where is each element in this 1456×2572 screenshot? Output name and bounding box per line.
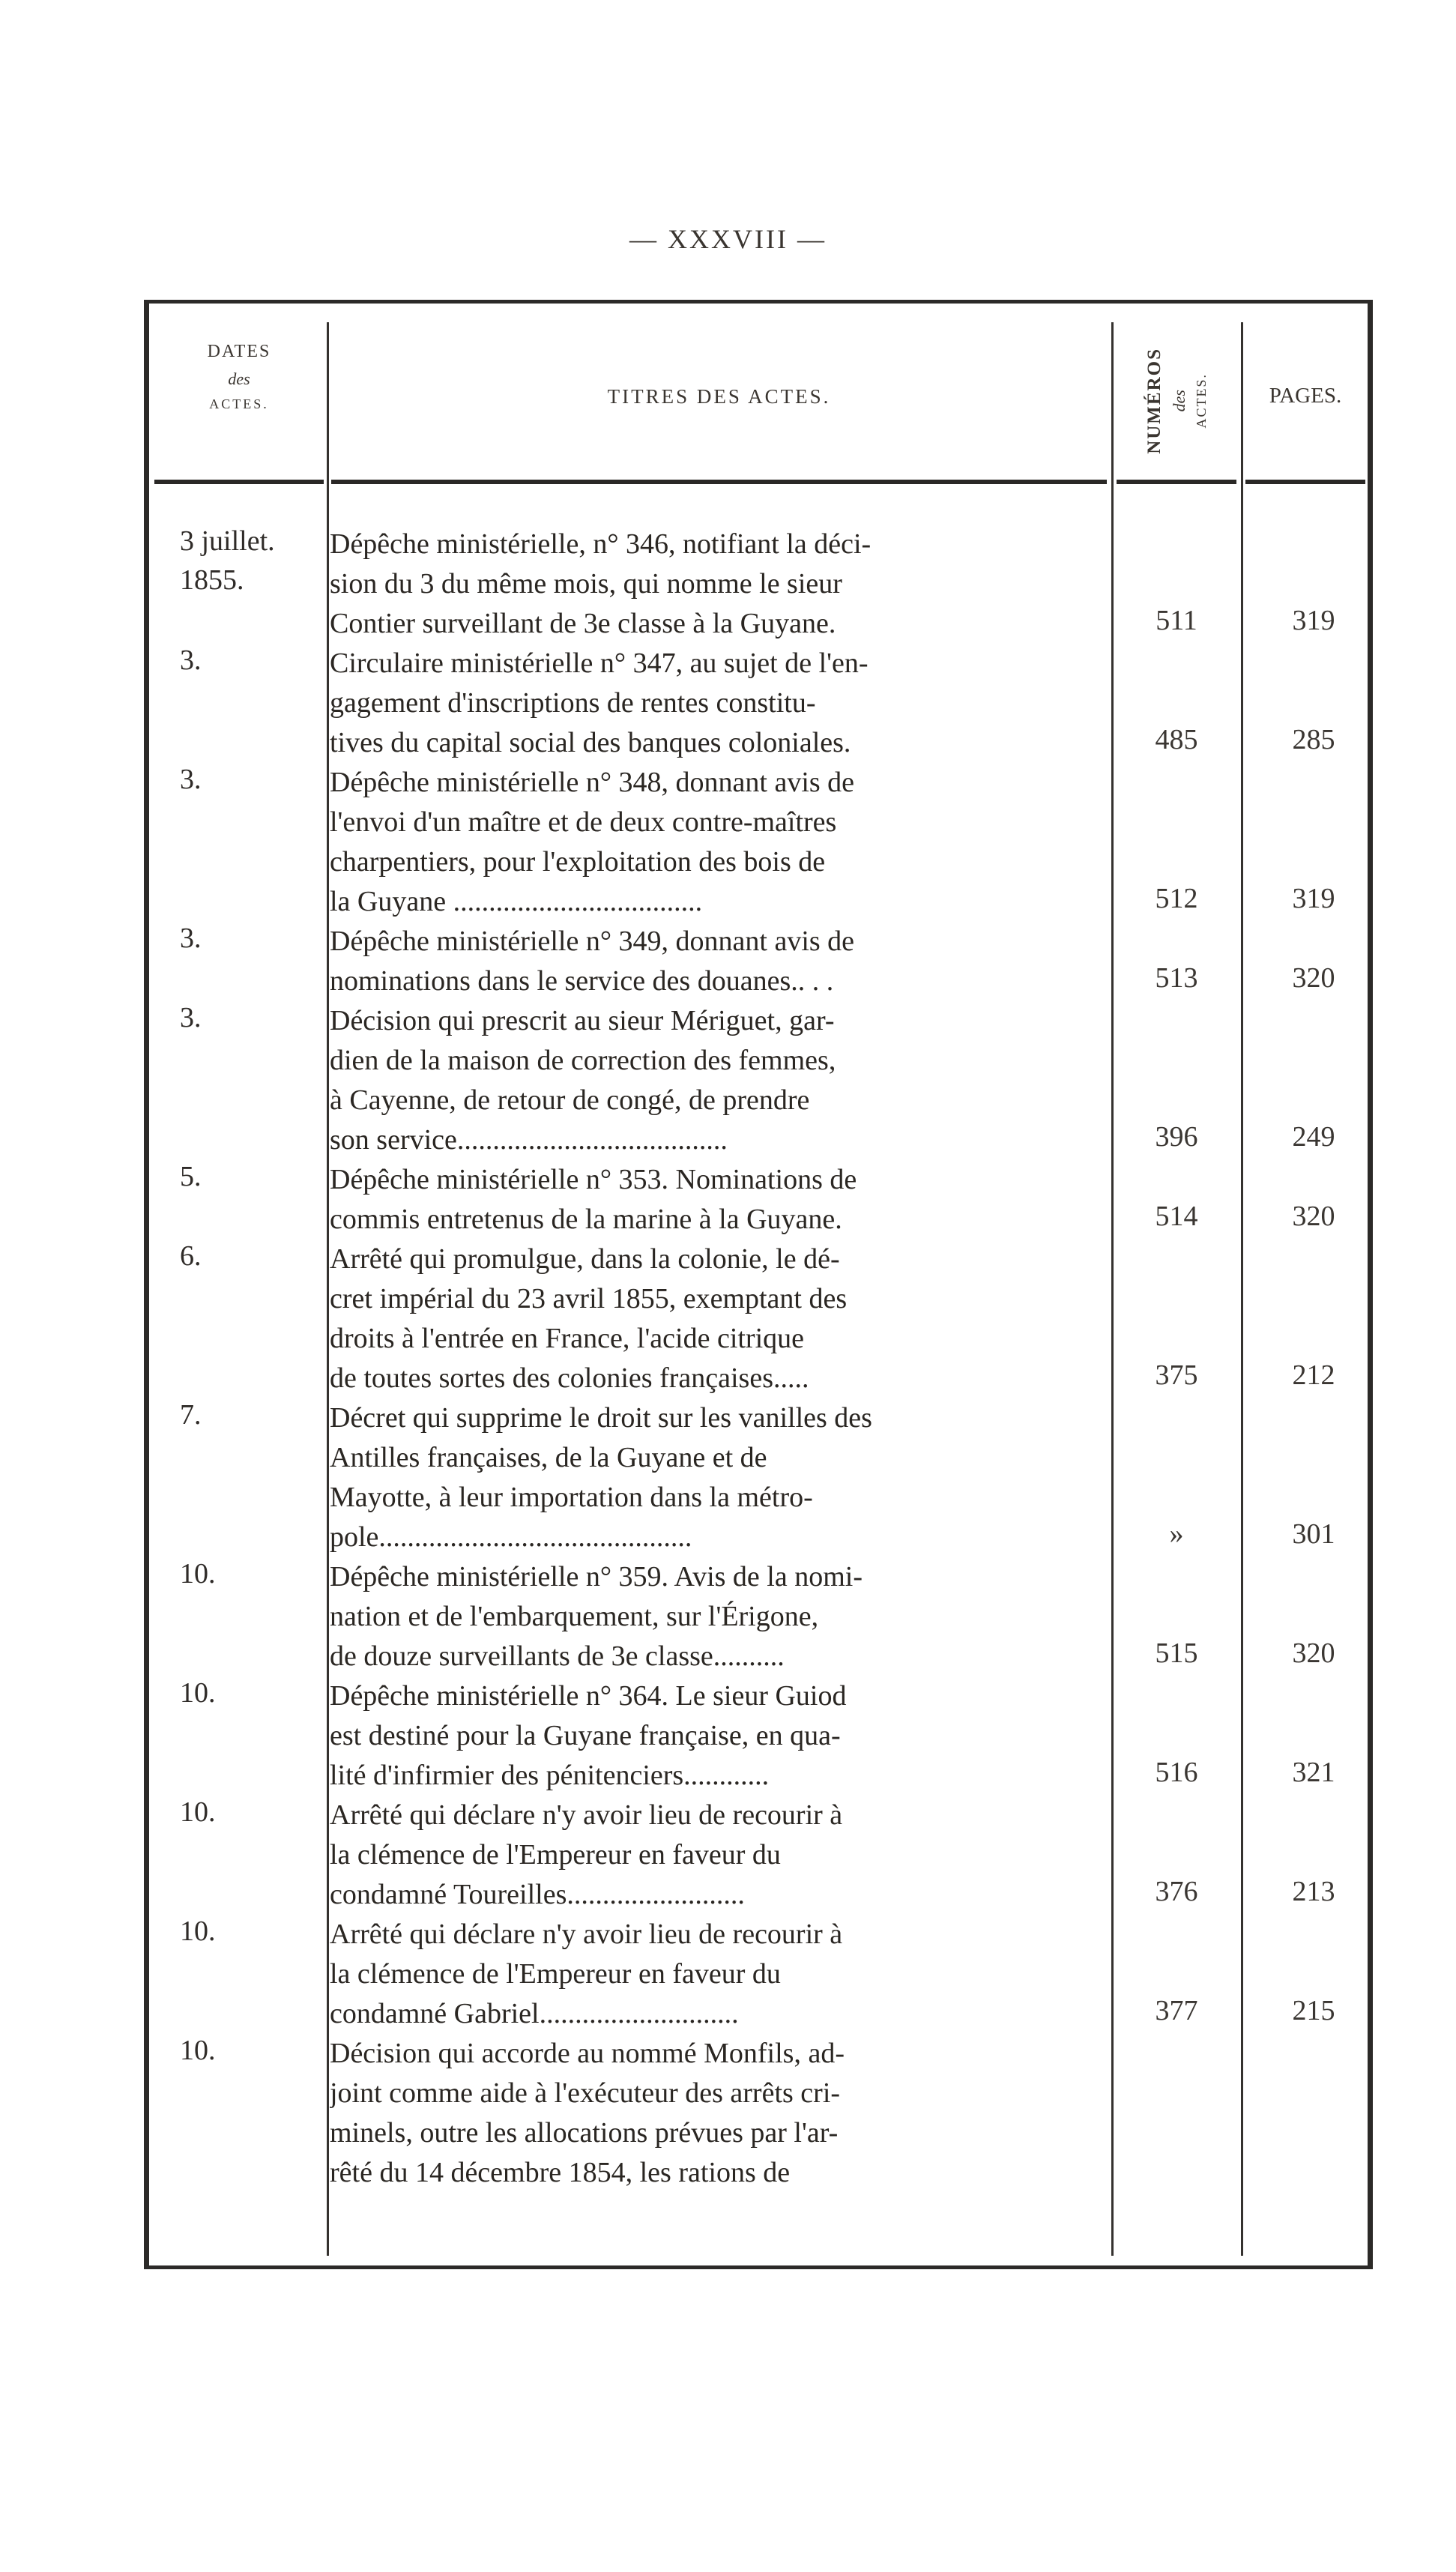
entry-title: Circulaire ministérielle n° 347, au sujet de l'en- gagement d'inscriptions de rentes constitu- tives du capital social des banques coloniales. [330,647,869,758]
entry-page: 212 [1292,1359,1335,1391]
entry-page: 321 [1292,1757,1335,1788]
entry-number: 513 [1155,962,1198,994]
column-header-pages: PAGES. [1269,384,1342,408]
entry-page: 319 [1292,605,1335,636]
entry-page: 249 [1292,1121,1335,1153]
entry-date: 3. [180,764,202,795]
header-rule [1117,480,1236,484]
entry-number: 511 [1156,605,1197,636]
entry-date: 7. [180,1399,202,1431]
entry-number: 375 [1155,1359,1198,1391]
entry-title: Dépêche ministérielle n° 349, donnant avis de nominations dans le service des douanes.. . . [330,926,855,997]
entry-title: Arrêté qui promulgue, dans la colonie, le dé- cret impérial du 23 avril 1855, exemptant des droits à l'entrée en France, l'acide citrique de toutes sortes des colonies françaises..... [330,1243,848,1394]
entry-date: 3. [180,1002,202,1033]
header-rule [154,480,324,484]
entry-number: 516 [1155,1757,1198,1788]
entry-date: 10. [180,2035,216,2066]
entry-date: 10. [180,1796,216,1828]
entry-number: 485 [1155,724,1198,755]
header-dates-line1: DATES [207,342,271,361]
entry-page: 320 [1292,1637,1335,1669]
entry-page: 213 [1292,1876,1335,1907]
entry-page: 320 [1292,962,1335,994]
entry-title: Décret qui supprime le droit sur les vanilles des Antilles françaises, de la Guyane et de Mayotte, à leur importation dans la métro- pole............................................ [330,1402,872,1553]
column-header-numeros [1117,330,1236,472]
entry-page: 320 [1292,1201,1335,1232]
entry-title: Dépêche ministérielle n° 364. Le sieur Guiod est destiné pour la Guyane française, en qua- lité d'infirmier des pénitenciers............ [330,1680,847,1791]
header-numeros-line1: NUMÉROS [1144,348,1165,454]
entry-date: 6. [180,1240,202,1272]
entry-page: 215 [1292,1995,1335,2026]
entry-date: 10. [180,1916,216,1947]
header-dates-line3: ACTES. [209,396,269,411]
column-rule [327,322,329,2256]
entry-page: 301 [1292,1518,1335,1550]
entry-title: Dépêche ministérielle n° 353. Nominations de commis entretenus de la marine à la Guyane. [330,1164,857,1235]
entry-date: 3. [180,923,202,954]
header-dates-line2: des [228,369,250,388]
column-header-dates [154,342,324,412]
entry-number: 396 [1155,1121,1198,1153]
entry-date: 10. [180,1677,216,1709]
entry-page: 319 [1292,883,1335,914]
page-header: — XXXVIII — [629,224,827,254]
entry-date: 3. [180,644,202,676]
header-numeros-line3: ACTES. [1193,373,1209,429]
entry-date: 5. [180,1161,202,1192]
entry-number: 377 [1155,1995,1198,2026]
entry-page: 285 [1292,724,1335,755]
entry-number: 514 [1155,1201,1198,1232]
column-header-titres: TITRES DES ACTES. [607,385,831,408]
entry-title: Décision qui accorde au nommé Monfils, ad- joint comme aide à l'exécuteur des arrêts cri- minels, outre les allocations prévues par l'ar- rêté du 14 décembre 1854, les rations de [330,2038,845,2188]
header-numeros-line2: des [1169,390,1188,412]
entry-title: Arrêté qui déclare n'y avoir lieu de recourir à la clémence de l'Empereur en faveur du condamné Gabriel............................ [330,1919,843,2029]
column-rule [1241,322,1243,2256]
entry-title: Arrêté qui déclare n'y avoir lieu de recourir à la clémence de l'Empereur en faveur du condamné Toureilles......................... [330,1799,843,1910]
header-rule [331,480,1107,484]
entry-title: Dépêche ministérielle n° 359. Avis de la nomi- nation et de l'embarquement, sur l'Érigone, de douze surveillants de 3e classe.......... [330,1561,863,1672]
entry-title: Dépêche ministérielle n° 348, donnant avis de l'envoi d'un maître et de deux contre-maîtres charpentiers, pour l'exploitation des bois de la Guyane ................................... [330,767,855,917]
entry-number: 515 [1155,1637,1198,1669]
header-rule [1245,480,1365,484]
entry-title: Décision qui prescrit au sieur Mériguet, gar- dien de la maison de correction des femmes, à Cayenne, de retour de congé, de prendre son service...................................... [330,1005,836,1156]
entry-number: 376 [1155,1876,1198,1907]
entry-date: 3 juillet. 1855. [180,525,275,596]
entry-title: Dépêche ministérielle, n° 346, notifiant la déci- sion du 3 du même mois, qui nomme le sieur Contier surveillant de 3e classe à la Guyane. [330,528,872,639]
column-rule [1111,322,1114,2256]
entry-number: » [1169,1518,1184,1550]
entry-number: 512 [1155,883,1198,914]
entry-date: 10. [180,1558,216,1590]
